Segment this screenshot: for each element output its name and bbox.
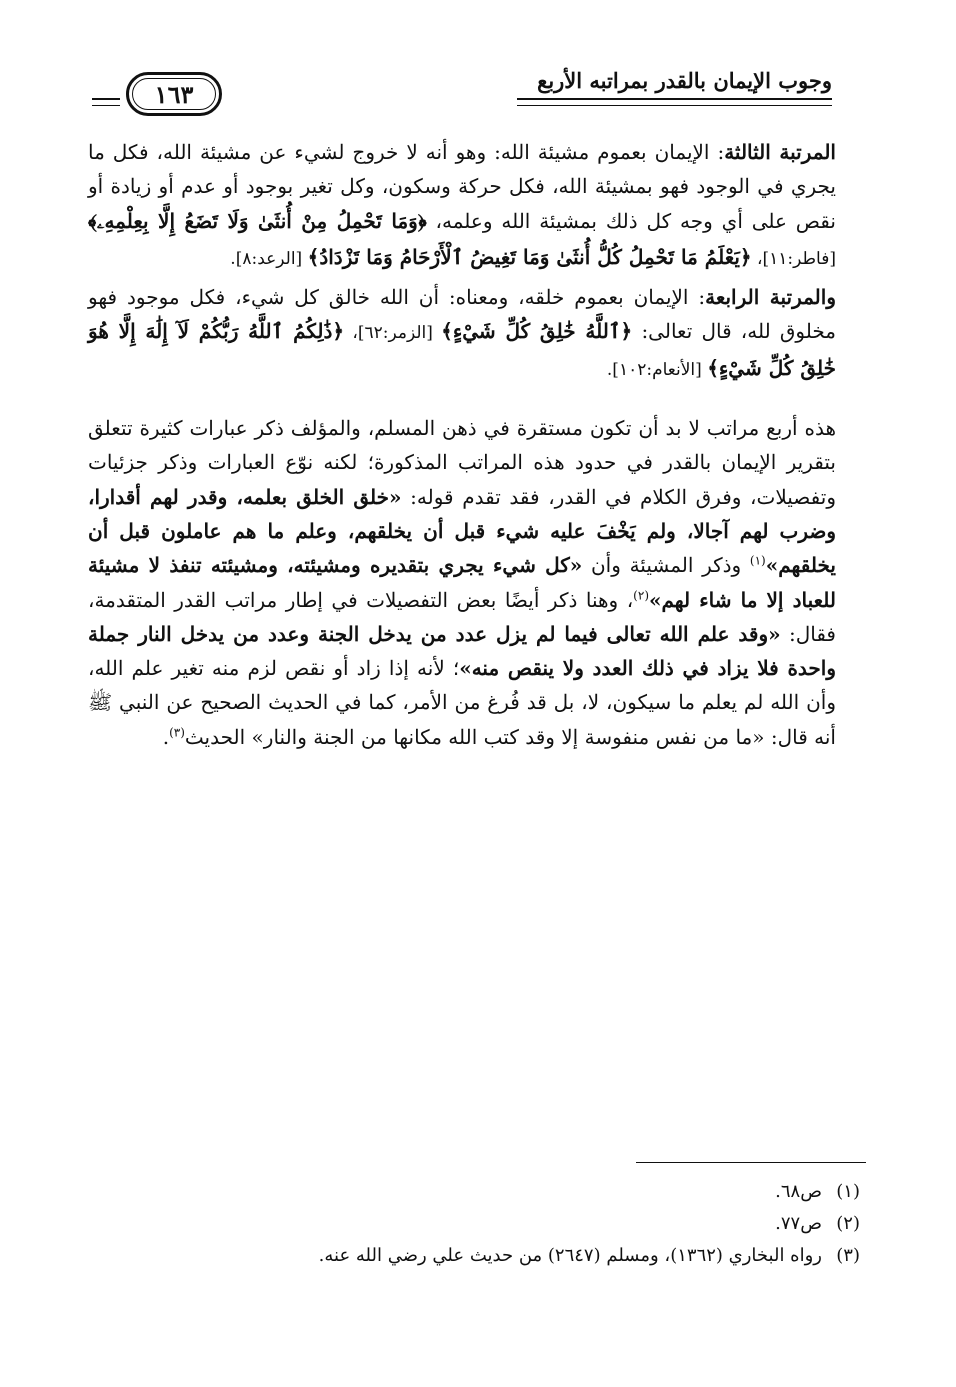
fourth-level-heading: والمرتبة الرابعة [705, 285, 836, 310]
footnote-text: ص٦٨. [775, 1181, 822, 1202]
footnote-number: (٣) [836, 1245, 860, 1266]
third-level-heading: المرتبة الثالثة [724, 140, 836, 164]
quran-verse-zumar: ﴿ٱللَّهُ خَٰلِقُ كُلِّ شَيْءٍ﴾ [441, 319, 633, 344]
quran-verse-raad: ﴿يَعْلَمُ مَا تَحْمِلُ كُلُّ أُنثَىٰ وَمَا تَغِيضُ ٱلْأَرْحَامُ وَمَا تَزْدَادُ﴾ [307, 244, 752, 269]
header-rule-right [517, 98, 832, 106]
commentary-text-1: هذه أربع مراتب لا بد أن تكون مستقرة في ذهن المسلم، والمؤلف ذكر عبارات كثيرة تتعلق بتقرير الإيمان بالقدر في حدود هذه المراتب المذكورة؛ لكنه نوّع العبارات وذكر جزئيات وتفصيلات، وفرق الكلام في القدر، فقد تقدم قوله: [88, 416, 836, 509]
page-number: ١٦٣ [126, 72, 222, 116]
footnote-divider [636, 1162, 866, 1163]
main-text [88, 135, 836, 754]
footnote-ref-2: (٢) [633, 587, 649, 602]
author-quote-2: «كل شيء يجري بتقديره ومشيئته، ومشيئته تنفذ لا مشيئة للعباد إلا ما شاء لهم» [88, 553, 836, 612]
footnote-ref-1: (١) [749, 553, 766, 568]
author-quote-1: «خلق الخلق بعلمه، وقدر لهم أقدارا، وضرب لهم آجالا، ولم يَخْفَ عليه شيء قبل أن يخلقهم، وعلم ما هم عاملون قبل أن يخلقهم» [88, 484, 836, 578]
verse-reference-raad: [الرعد:٨]. [230, 248, 308, 269]
fourth-level-text: : الإيمان بعموم خلقه، ومعناه: أن الله خالق كل شيء، فكل موجود فهو مخلوق لله، قال تعالى: [88, 285, 836, 344]
paragraph-commentary [88, 411, 836, 754]
verse-reference-fatir: [فاطر:١١]، [751, 248, 836, 269]
footnote-text: ص٧٧. [775, 1213, 822, 1234]
paragraph-fourth-level [88, 280, 836, 387]
third-level-text: : الإيمان بعموم مشيئة الله: وهو أنه لا خروج لشيء عن مشيئة الله، فكل ما يجري في الوجود فهو بمشيئة الله، فكل حركة وسكون، وكل تغير بوجود أو عدم أو زيادة أو نقص على أي وجه كل ذلك بمشيئة الله وعلمه، [88, 140, 836, 233]
commentary-text-4: ؛ لأنه إذا زاد أو نقص لزم منه تغير علم الله، وأن الله لم يعلم ما سيكون، لا، بل قد فُرغ من الأمر، كما في الحديث الصحيح عن النبي ﷺ أنه قال: «ما من نفس منفوسة إلا وقد كتب الله مكانها من الجنة والنار» الحديث [88, 656, 836, 749]
paragraph-third-level [88, 135, 836, 276]
author-quote-3: «وقد علم الله تعالى فيما لم يزل عدد من يدخل الجنة وعدد من يدخل النار جملة واحدة فلا يزاد في ذلك العدد ولا ينقص منه» [88, 621, 836, 681]
footnote-number: (٢) [836, 1213, 860, 1234]
footnote-text: رواه البخاري (١٣٦٢)، ومسلم (٢٦٤٧) من حديث علي رضي الله عنه. [318, 1245, 822, 1266]
commentary-text-5: . [162, 724, 170, 749]
verse-reference-anam: [الأنعام:١٠٢]. [606, 359, 708, 380]
verse-reference-zumar: [الزمر:٦٢]، [344, 323, 442, 344]
footnotes [160, 1176, 860, 1272]
quran-verse-fatir: ﴿وَمَا تَحْمِلُ مِنْ أُنثَىٰ وَلَا تَضَعُ إِلَّا بِعِلْمِهِۦ﴾ [88, 208, 427, 233]
running-header [92, 62, 832, 122]
footnote-1 [160, 1176, 860, 1208]
commentary-text-3: ، وهنا ذكر أيضًا بعض التفصيلات في إطار مراتب القدر المتقدمة، فقال: [88, 587, 836, 646]
footnote-ref-3: (٣) [169, 725, 185, 740]
footnote-3 [160, 1240, 860, 1272]
commentary-text-2: وذكر المشيئة وأن [582, 553, 750, 578]
footnote-number: (١) [836, 1181, 860, 1202]
footnote-2 [160, 1208, 860, 1240]
chapter-title: وجوب الإيمان بالقدر بمراتبه الأربع [537, 68, 832, 93]
header-rule-left [92, 98, 120, 106]
quran-verse-anam: ﴿ذَٰلِكُمُ ٱللَّهُ رَبُّكُمْ لَآ إِلَٰهَ إِلَّا هُوَ خَٰلِقُ كُلِّ شَيْءٍ﴾ [88, 319, 836, 380]
